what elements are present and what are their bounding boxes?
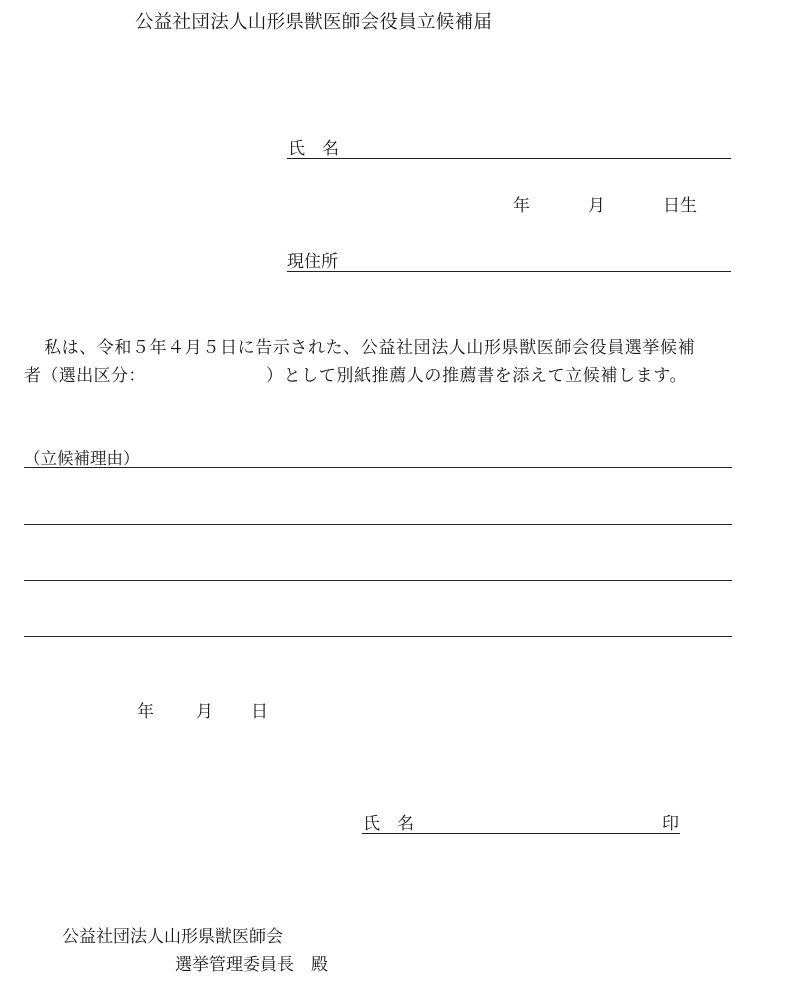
reason-field-line-2[interactable] [24, 524, 732, 525]
seal-label: 印 [662, 814, 679, 834]
applicant-name-field[interactable] [287, 158, 731, 159]
statement-line-2-prefix: 者（選出区分： [24, 366, 146, 386]
reason-label: （立候補理由） [24, 449, 140, 468]
birth-month-label: 月 [588, 196, 605, 216]
signature-field[interactable] [362, 833, 680, 834]
reason-field-line-3[interactable] [24, 580, 732, 581]
addressee-organization: 公益社団法人山形県獣医師会 [62, 927, 283, 947]
submission-day-label: 日 [251, 702, 268, 722]
document-title: 公益社団法人山形県獣医師会役員立候補届 [135, 12, 493, 33]
signature-name-label: 氏 名 [363, 814, 414, 834]
addressee-title: 選挙管理委員長 殿 [175, 955, 328, 975]
birth-year-label: 年 [513, 196, 530, 216]
statement-line-2-suffix: ）として別紙推薦人の推薦書を添えて立候補します。 [266, 366, 688, 386]
submission-year-label: 年 [137, 702, 154, 722]
reason-field-line-1[interactable] [24, 467, 732, 468]
birth-day-label: 日生 [663, 196, 697, 216]
reason-field-line-4[interactable] [24, 636, 732, 637]
statement-line-1: 私は、令和５年４月５日に告示された、公益社団法人山形県獣医師会役員選挙候補 [44, 338, 696, 358]
applicant-name-label: 氏 名 [288, 139, 339, 159]
address-label: 現住所 [287, 252, 338, 272]
address-field[interactable] [287, 271, 731, 272]
submission-month-label: 月 [196, 702, 213, 722]
